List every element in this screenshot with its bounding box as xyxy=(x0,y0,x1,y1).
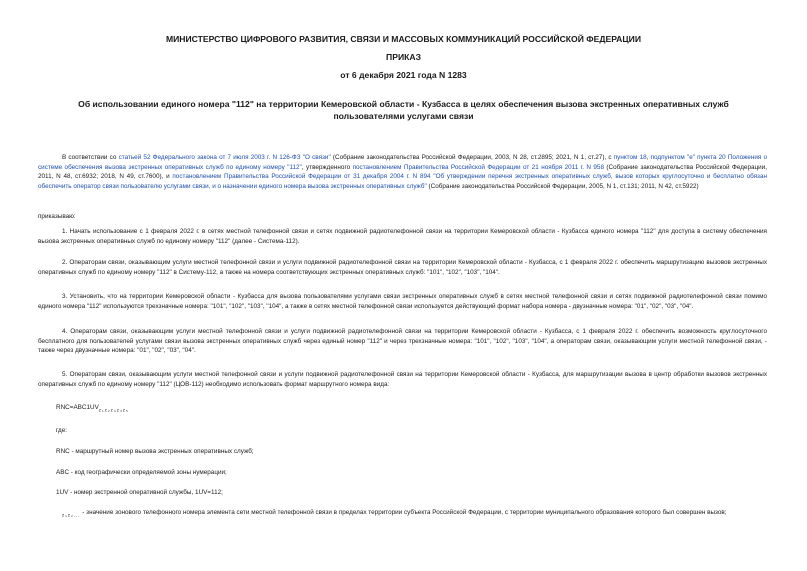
order-item-1: 1. Начать использование с 1 февраля 2022 г. в сетях местной телефонной связи и сетях подвижной радиотелефонной связи на территории Кемеровской области - Кузбасса единого номера "112" для доступа в систему обеспечения вызова экстренных оперативных служб по единому номеру "112" (далее - Система-112). xyxy=(38,228,767,245)
document-type: ПРИКАЗ xyxy=(386,52,421,62)
z-indices: z₁z₂... xyxy=(62,512,81,518)
preamble-text: (Собрание законодательства Российской Федерации, 2005, N 1, ст.131; 2011, N 42, ст.5922) xyxy=(426,182,699,190)
definition-rnc: RNC - маршрутный номер вызова экстренных оперативных служб; xyxy=(56,448,254,455)
preamble-text: (Собрание законодательства Российской Федерации, 2003, N 28, ст.2895; 2021, N 1, ст.27), с xyxy=(330,154,614,161)
preamble-text: В соответствии со xyxy=(62,154,119,161)
resolution-958-link[interactable]: постановлением Правительства Российской Федерации от 21 ноября 2011 г. N 958 xyxy=(352,163,604,171)
preamble-text: , xyxy=(646,154,651,161)
document-date-number: от 6 декабря 2021 года N 1283 xyxy=(340,70,467,80)
order-item-5: 5. Операторам связи, оказывающим услуги местной телефонной связи и услуги подвижной радиотелефонной связи на территории Кемеровской области - Кузбасса, для маршрутизации вызова в центр обработки вызовов экстренных оперативных служб по единому номеру "112" (ЦОВ-112) необходимо использовать формат маршрутного номера вида: xyxy=(38,371,767,388)
preamble-paragraph xyxy=(38,153,767,191)
formula-indices: z₁z₂z₃z₄z₅ xyxy=(98,407,129,413)
document-title: Об использовании единого номера "112" на территории Кемеровской области - Кузбасса в целях обеспечения вызова экстренных оперативных служб пользователями услугами связи xyxy=(78,99,729,121)
subclause-link[interactable]: подпунктом "е" пункта 20 Положения о системе обеспечения вызова экстренных оперативных служб по единому номеру "112" xyxy=(38,154,768,171)
where-label: где: xyxy=(56,427,68,434)
order-item-3: 3. Установить, что на территории Кемеровской области - Кузбасса для вызова пользователями услугами связи экстренных оперативных служб в сетях местной телефонной связи и сетях подвижной радиотелефонной связи помимо единого номера "112" используются трехзначные номера: "101", "102", "103", "104", а также в сетях местной телефонной связи используется действующий формат набора номера - двузначные номера: "01", "02", "03", "04". xyxy=(38,293,767,310)
order-word: приказываю: xyxy=(38,213,76,220)
order-item-4: 4. Операторам связи, оказывающим услуги местной телефонной связи и услуги подвижной радиотелефонной связи на территории Кемеровской области - Кузбасса, с 1 февраля 2022 г. обеспечить возможность круглосуточного бесплатного для пользователей услугами связи вызова экстренных оперативных служб через единый номер "112" и через трехзначные номера: "101", "102", "103", "104", а операторам связи, оказывающим услуги местной телефонной связи, - также через двузначные номера: "01", "02", "03", "04". xyxy=(38,328,767,355)
definition-z xyxy=(38,508,767,520)
definition-abc: ABC - код географически определяемой зоны нумерации; xyxy=(56,469,227,476)
preamble-text: (Собрание законодательства Российской Федерации, 2011, N 48, ст.6932; 2018, N 49, ст.7600), и xyxy=(38,163,767,181)
clause-18-link[interactable]: пунктом 18 xyxy=(613,154,647,161)
preamble-text: , утвержденного xyxy=(301,163,353,171)
order-item-2: 2. Операторам связи, оказывающим услуги местной телефонной связи и услуги подвижной радиотелефонной связи на территории Кемеровской области - Кузбасса, с 1 февраля 2022 г. обеспечить маршрутизацию вызовов экстренных оперативных служб по единому номеру "112" в Систему-112, а также на номера соответствующих экстренных оперативных служб: "101", "102", "103", "104". xyxy=(38,259,767,276)
definition-z-text: - значение зонового телефонного номера элемента сети местной телефонной связи в пределах территории субъекта Российской Федерации, с территории муниципального образования которого был совершен вызов; xyxy=(80,509,727,516)
formula-text: RNC=ABC1UV xyxy=(56,404,99,411)
definition-1uv: 1UV - номер экстренной оперативной службы, 1UV=112; xyxy=(56,489,223,496)
ministry-heading: МИНИСТЕРСТВО ЦИФРОВОГО РАЗВИТИЯ, СВЯЗИ И МАССОВЫХ КОММУНИКАЦИЙ РОССИЙСКОЙ ФЕДЕРАЦИИ xyxy=(165,34,642,44)
resolution-894-link[interactable]: постановлением Правительства Российской Федерации от 31 декабря 2004 г. N 894 "Об утверждении перечня экстренных оперативных служб, вызов которых круглосуточно и бесплатно обязан обеспечить оператор связи пользователю услугами связи, и о назначении единого номера вызова экстренных оперативных служб" xyxy=(38,173,767,190)
routing-number-formula xyxy=(56,403,129,415)
law-link[interactable]: статьей 52 Федерального закона от 7 июля 2003 г. N 126-ФЗ "О связи" xyxy=(118,154,331,161)
